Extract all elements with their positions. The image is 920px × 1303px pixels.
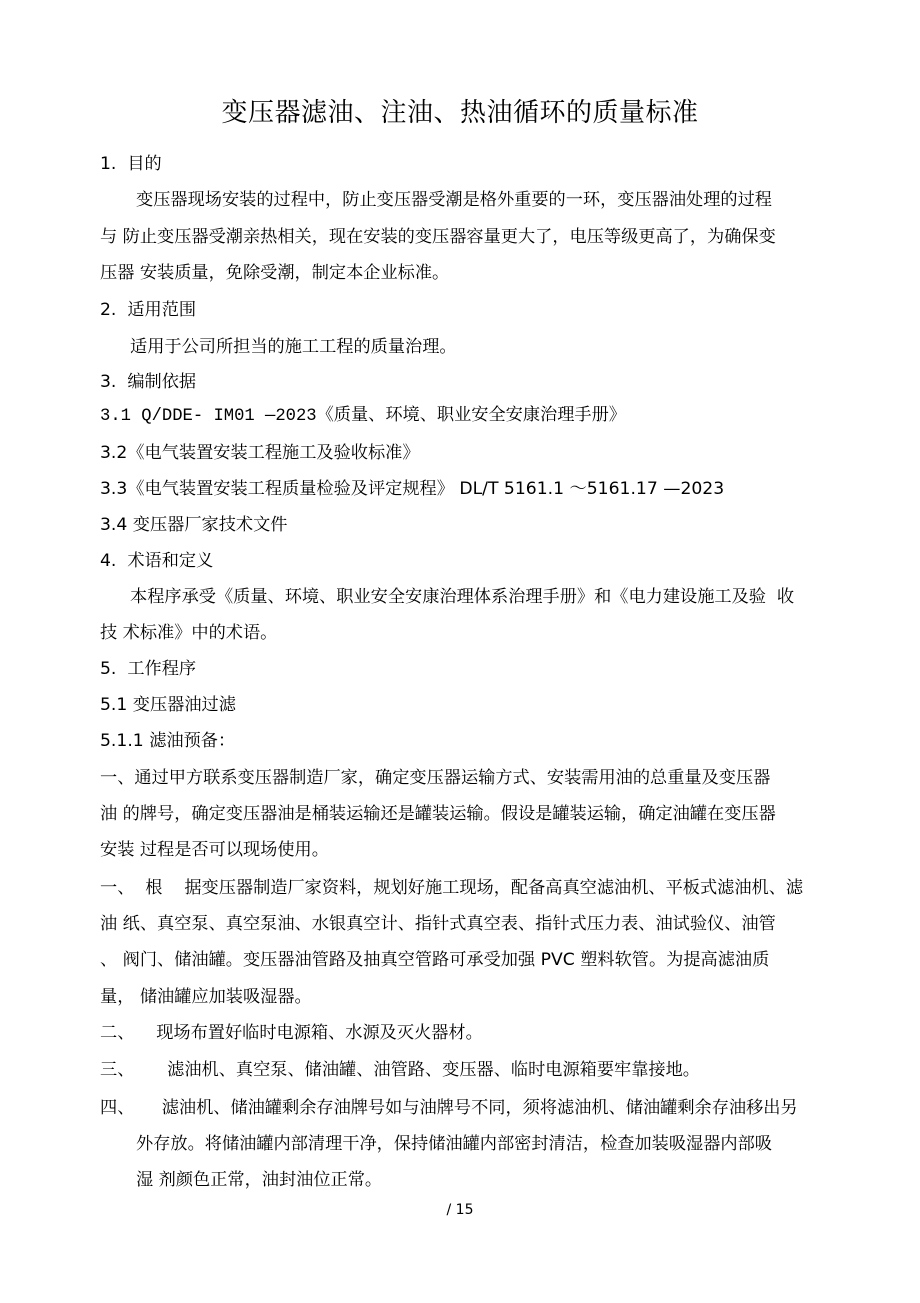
list-paragraph-line: 一、 根 据变压器制造厂家资料，规划好施工现场，配备高真空滤油机、平板式滤油机、滤 bbox=[100, 878, 804, 898]
subsection-heading: 5.1 变压器油过滤 bbox=[100, 695, 236, 715]
section-4-paragraph-line: 本程序承受《质量、环境、职业安全安康治理体系治理手册》和《电力建设施工及验 收 bbox=[130, 587, 795, 607]
section-1-heading: 1. 目的 bbox=[100, 154, 162, 174]
reference-item: 3.3《电气装置安装工程质量检验及评定规程》 DL/T 5161.1 ～5161.17 —2023 bbox=[100, 479, 725, 499]
section-3-heading: 3. 编制依据 bbox=[100, 372, 197, 392]
section-4-paragraph-line: 技 术标准》中的术语。 bbox=[100, 623, 278, 643]
list-paragraph-line: 、 阀门、储油罐。变压器油管路及抽真空管路可承受加强 PVC 塑料软管。为提高滤油质 bbox=[100, 950, 770, 970]
list-paragraph-line: 一、通过甲方联系变压器制造厂家，确定变压器运输方式、安装需用油的总重量及变压器 bbox=[100, 768, 771, 788]
page-title: 变压器滤油、注油、热油循环的质量标准 bbox=[221, 98, 699, 128]
list-paragraph-line: 量， 储油罐应加装吸湿器。 bbox=[100, 987, 312, 1007]
list-paragraph-line: 安装 过程是否可以现场使用。 bbox=[100, 840, 329, 860]
list-paragraph-line: 二、 现场布置好临时电源箱、水源及灭火器材。 bbox=[100, 1023, 483, 1043]
section-1-paragraph-line: 变压器现场安装的过程中，防止变压器受潮是格外重要的一环，变压器油处理的过程 bbox=[136, 190, 772, 210]
list-paragraph-line: 三、 滤油机、真空泵、储油罐、油管路、变压器、临时电源箱要牢靠接地。 bbox=[100, 1060, 700, 1080]
list-paragraph-line: 外存放。将储油罐内部清理干净，保持储油罐内部密封清洁，检查加装吸湿器内部吸 bbox=[136, 1134, 772, 1154]
page-number: / 15 bbox=[446, 1202, 474, 1218]
reference-item: 3.4 变压器厂家技术文件 bbox=[100, 515, 288, 535]
list-paragraph-line: 油 的牌号，确定变压器油是桶装运输还是罐装运输。假设是罐装运输，确定油罐在变压器 bbox=[100, 804, 776, 824]
section-1-paragraph-line: 与 防止变压器受潮亲热相关，现在安装的变压器容量更大了，电压等级更高了，为确保变 bbox=[100, 227, 776, 247]
section-2-heading: 2. 适用范围 bbox=[100, 300, 197, 320]
list-paragraph-line: 四、 滤油机、储油罐剩余存油牌号如与油牌号不同，须将滤油机、储油罐剩余存油移出另 bbox=[100, 1098, 798, 1118]
subsection-heading: 5.1.1 滤油预备： bbox=[100, 731, 236, 751]
section-2-paragraph: 适用于公司所担当的施工工程的质量治理。 bbox=[130, 337, 457, 357]
section-4-heading: 4. 术语和定义 bbox=[100, 551, 214, 571]
reference-item: 3.1 Q/DDE- IM01 —2023《质量、环境、职业安全安康治理手册》 bbox=[100, 407, 626, 426]
section-1-paragraph-line: 压器 安装质量，免除受潮，制定本企业标准。 bbox=[100, 263, 450, 283]
section-5-heading: 5. 工作程序 bbox=[100, 659, 197, 679]
list-paragraph-line: 油 纸、真空泵、真空泵油、水银真空计、指针式真空表、指针式压力表、油试验仪、油管 bbox=[100, 914, 776, 934]
reference-item: 3.2《电气装置安装工程施工及验收标准》 bbox=[100, 443, 420, 463]
list-paragraph-line: 湿 剂颜色正常，油封油位正常。 bbox=[136, 1170, 383, 1190]
